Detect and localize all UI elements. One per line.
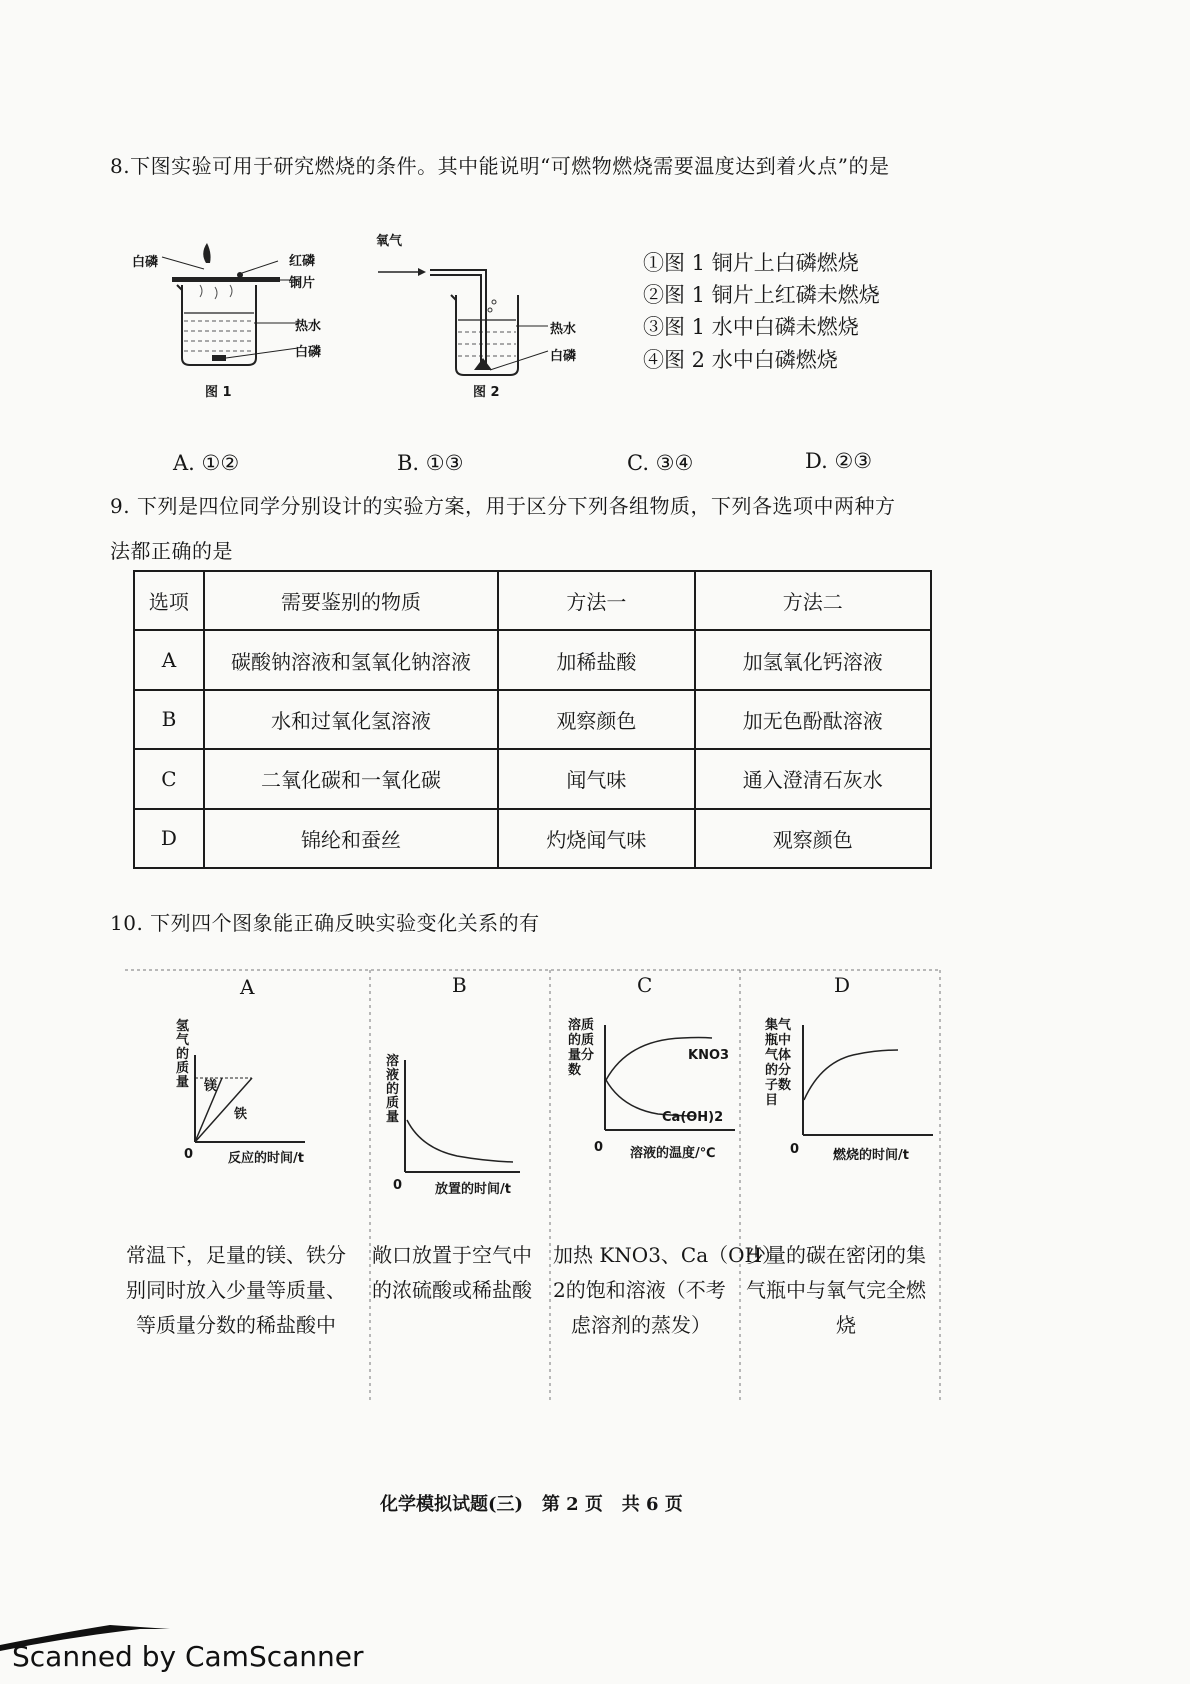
chart-b-ylabel: 溶液的质量 bbox=[386, 1054, 400, 1125]
caption-a: 常温下，足量的镁、铁分 别同时放入少量等质量、 等质量分数的稀盐酸中 bbox=[126, 1243, 346, 1337]
table-header-cell: 选项 bbox=[134, 571, 204, 630]
label-red-phosphorus: 红磷 bbox=[289, 254, 316, 269]
panel-label-a: A bbox=[240, 975, 255, 999]
chart-a-origin: 0 bbox=[184, 1147, 194, 1162]
chart-b bbox=[395, 1050, 525, 1180]
chart-c-origin: 0 bbox=[594, 1140, 604, 1155]
table-cell: C bbox=[134, 749, 204, 808]
q8-stem: 8.下图实验可用于研究燃烧的条件。其中能说明“可燃物燃烧需要温度达到着火点”的是 bbox=[110, 154, 890, 178]
panel-label-b: B bbox=[452, 973, 467, 997]
table-cell: 闻气味 bbox=[498, 749, 695, 808]
q8-option-c: C. ③④ bbox=[627, 451, 694, 475]
label-oxygen: 氧气 bbox=[376, 234, 403, 249]
q8-option-b: B. ①③ bbox=[397, 451, 464, 475]
table-cell: D bbox=[134, 809, 204, 868]
table-cell: 灼烧闻气味 bbox=[498, 809, 695, 868]
q8-statement-2: ②图 1 铜片上红磷未燃烧 bbox=[643, 283, 880, 307]
page-footer: 化学模拟试题(三) 第 2 页 共 6 页 bbox=[380, 1494, 683, 1515]
table-header-row bbox=[134, 571, 931, 630]
table-cell: A bbox=[134, 630, 204, 689]
chart-a-fe-label: 铁 bbox=[234, 1107, 248, 1122]
chart-b-xlabel: 放置的时间/t bbox=[435, 1182, 511, 1197]
q9-table bbox=[133, 570, 932, 869]
figure-2-caption: 图 2 bbox=[473, 385, 500, 400]
flame-icon bbox=[203, 243, 210, 263]
table-cell: 二氧化碳和一氧化碳 bbox=[204, 749, 498, 808]
table-cell: 碳酸钠溶液和氢氧化钠溶液 bbox=[204, 630, 498, 689]
table-row bbox=[134, 630, 931, 689]
chart-d-curve bbox=[804, 1050, 898, 1100]
q8-statement-1: ①图 1 铜片上白磷燃烧 bbox=[643, 251, 859, 275]
chart-d-xlabel: 燃烧的时间/t bbox=[833, 1148, 909, 1163]
label-white-phosphorus-water-1: 白磷 bbox=[295, 345, 322, 360]
q9-stem-line1: 9. 下列是四位同学分别设计的实验方案，用于区分下列各组物质，下列各选项中两种方 bbox=[110, 494, 896, 518]
chart-d-ylabel: 集气瓶中气体的分子数目 bbox=[765, 1018, 792, 1108]
table-row bbox=[134, 809, 931, 868]
table-row bbox=[134, 749, 931, 808]
label-copper-plate: 铜片 bbox=[289, 276, 316, 291]
camscanner-watermark: Scanned by CamScanner bbox=[12, 1640, 364, 1673]
table-cell: 加氢氧化钙溶液 bbox=[695, 630, 931, 689]
chart-b-origin: 0 bbox=[393, 1178, 403, 1193]
label-hot-water-2: 热水 bbox=[550, 322, 577, 337]
q8-statement-4: ④图 2 水中白磷燃烧 bbox=[643, 348, 838, 372]
panel-label-c: C bbox=[637, 973, 653, 997]
figure-1-caption: 图 1 bbox=[205, 385, 232, 400]
label-hot-water-1: 热水 bbox=[295, 319, 322, 334]
q8-option-d: D. ②③ bbox=[805, 449, 873, 473]
chart-a-ylabel: 氢气的质量 bbox=[176, 1019, 190, 1090]
table-cell: 通入澄清石灰水 bbox=[695, 749, 931, 808]
label-white-phosphorus: 白磷 bbox=[132, 255, 159, 270]
q8-option-a: A. ①② bbox=[173, 451, 240, 475]
table-header-cell: 需要鉴别的物质 bbox=[204, 571, 498, 630]
caption-d: 少量的碳在密闭的集 气瓶中与氧气完全燃 烧 bbox=[746, 1243, 926, 1337]
chart-a-xlabel: 反应的时间/t bbox=[228, 1151, 304, 1166]
chart-d-origin: 0 bbox=[790, 1142, 800, 1157]
chart-c-xlabel: 溶液的温度/℃ bbox=[630, 1146, 716, 1161]
table-cell: 加无色酚酞溶液 bbox=[695, 690, 931, 749]
chart-b-curve bbox=[407, 1120, 513, 1162]
table-cell: 加稀盐酸 bbox=[498, 630, 695, 689]
table-cell: 观察颜色 bbox=[695, 809, 931, 868]
chart-d bbox=[798, 1020, 938, 1140]
q10-stem: 10. 下列四个图象能正确反映实验变化关系的有 bbox=[110, 911, 540, 935]
q8-statement-3: ③图 1 水中白磷未燃烧 bbox=[643, 315, 859, 339]
q9-stem-line2: 法都正确的是 bbox=[110, 539, 233, 563]
panel-label-d: D bbox=[834, 973, 851, 997]
table-row bbox=[134, 690, 931, 749]
arrow-right-icon bbox=[418, 268, 426, 276]
table-cell: 观察颜色 bbox=[498, 690, 695, 749]
table-header-cell: 方法一 bbox=[498, 571, 695, 630]
chart-c-caoh2-label: Ca(OH)2 bbox=[662, 1110, 724, 1125]
table-cell: 锦纶和蚕丝 bbox=[204, 809, 498, 868]
caption-b: 敞口放置于空气中 的浓硫酸或稀盐酸 bbox=[372, 1243, 532, 1302]
table-cell: B bbox=[134, 690, 204, 749]
chart-a-mg-label: 镁 bbox=[204, 1079, 218, 1094]
label-white-phosphorus-water-2: 白磷 bbox=[550, 349, 577, 364]
table-header-cell: 方法二 bbox=[695, 571, 931, 630]
table-cell: 水和过氧化氢溶液 bbox=[204, 690, 498, 749]
chart-c-ylabel: 溶质的质量分数 bbox=[568, 1018, 595, 1078]
caption-c: 加热 KNO3、Ca（OH） 2的饱和溶液（不考 虑溶剂的蒸发） bbox=[553, 1243, 782, 1337]
chart-c-kno3-label: KNO3 bbox=[688, 1048, 730, 1063]
